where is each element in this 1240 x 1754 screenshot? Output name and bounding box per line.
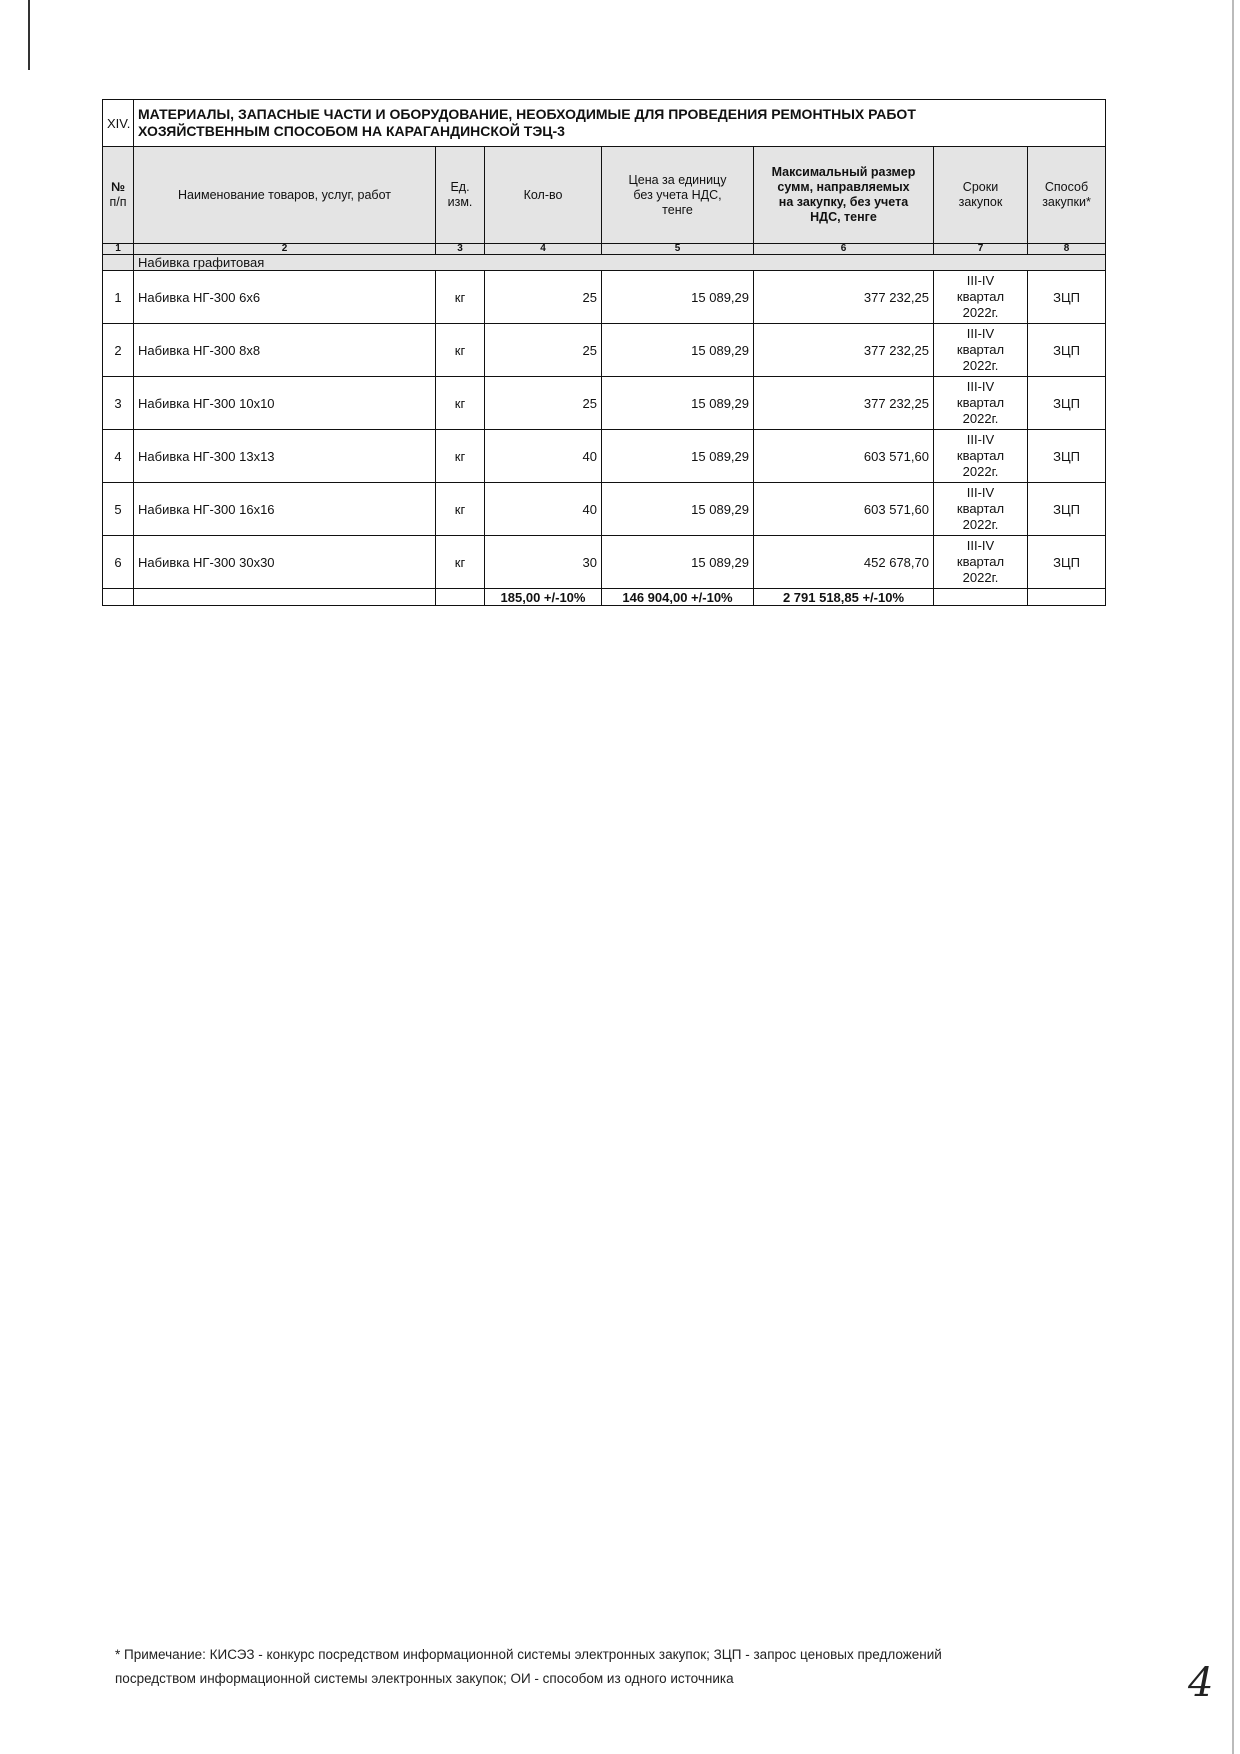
row-name: Набивка НГ-300 13х13: [134, 430, 436, 483]
total-price: 146 904,00 +/-10%: [602, 589, 754, 606]
row-term-line: квартал: [956, 501, 1005, 516]
row-term-line: квартал: [956, 395, 1005, 410]
section-number: XIV.: [103, 100, 134, 147]
row-price: 15 089,29: [602, 377, 754, 430]
row-unit: кг: [436, 324, 485, 377]
header-price-line: тенге: [662, 202, 693, 217]
row-method: ЗЦП: [1028, 483, 1106, 536]
table-row: [103, 271, 1106, 324]
row-term-line: квартал: [956, 289, 1005, 304]
procurement-table: [102, 99, 1106, 606]
row-unit: кг: [436, 271, 485, 324]
column-number: 2: [134, 244, 436, 255]
row-term-line: 2022г.: [962, 517, 999, 532]
row-price: 15 089,29: [602, 483, 754, 536]
row-max-sum: 377 232,25: [754, 271, 934, 324]
row-price: 15 089,29: [602, 430, 754, 483]
row-unit: кг: [436, 483, 485, 536]
row-max-sum: 377 232,25: [754, 324, 934, 377]
row-method: ЗЦП: [1028, 324, 1106, 377]
header-terms-line: Сроки: [962, 180, 999, 194]
row-term-line: III-IV: [966, 538, 995, 553]
row-qty: 30: [485, 536, 602, 589]
handwritten-page-number: 4: [1188, 1660, 1214, 1706]
row-term-line: 2022г.: [962, 570, 999, 585]
header-unit-line: изм.: [447, 195, 473, 209]
column-number: 7: [934, 244, 1028, 255]
row-num: 4: [103, 430, 134, 483]
row-term-line: III-IV: [966, 432, 995, 447]
total-empty-cell: [436, 589, 485, 606]
header-price-line: Цена за единицу: [628, 172, 727, 187]
header-price: [602, 147, 754, 244]
row-method: ЗЦП: [1028, 377, 1106, 430]
row-name: Набивка НГ-300 6х6: [134, 271, 436, 324]
row-method: ЗЦП: [1028, 430, 1106, 483]
row-max-sum: 603 571,60: [754, 483, 934, 536]
row-name: Набивка НГ-300 30х30: [134, 536, 436, 589]
total-max-sum: 2 791 518,85 +/-10%: [754, 589, 934, 606]
section-title-line: МАТЕРИАЛЫ, ЗАПАСНЫЕ ЧАСТИ И ОБОРУДОВАНИЕ, НЕОБХОДИМЫЕ ДЛЯ ПРОВЕДЕНИЯ РЕМОНТНЫХ РАБОТ: [138, 106, 916, 122]
row-num: 6: [103, 536, 134, 589]
row-name: Набивка НГ-300 16х16: [134, 483, 436, 536]
column-number: 6: [754, 244, 934, 255]
total-qty: 185,00 +/-10%: [485, 589, 602, 606]
row-qty: 25: [485, 324, 602, 377]
header-max-line: Максимальный размер: [771, 165, 916, 179]
scan-edge-mark: [28, 0, 30, 70]
row-term: [934, 271, 1028, 324]
table-row: [103, 324, 1106, 377]
header-max-line: на закупку, без учета: [778, 195, 909, 209]
section-title-row: [103, 100, 1106, 147]
row-unit: кг: [436, 430, 485, 483]
header-price-line: без учета НДС,: [633, 187, 722, 202]
header-method: [1028, 147, 1106, 244]
row-qty: 25: [485, 271, 602, 324]
row-term: [934, 536, 1028, 589]
row-term-line: 2022г.: [962, 305, 999, 320]
table-header-row: [103, 147, 1106, 244]
header-method-line: закупки*: [1042, 195, 1091, 209]
row-num: 1: [103, 271, 134, 324]
row-term-line: III-IV: [966, 379, 995, 394]
row-max-sum: 452 678,70: [754, 536, 934, 589]
group-num-cell: [103, 255, 134, 271]
row-qty: 25: [485, 377, 602, 430]
header-terms-line: закупок: [958, 195, 1003, 209]
header-method-line: Способ: [1044, 180, 1089, 194]
column-number: 1: [103, 244, 134, 255]
row-term: [934, 324, 1028, 377]
row-unit: кг: [436, 536, 485, 589]
column-numbers-row: [103, 244, 1106, 255]
header-max-line: НДС, тенге: [810, 210, 877, 224]
row-name: Набивка НГ-300 10х10: [134, 377, 436, 430]
column-number: 3: [436, 244, 485, 255]
column-number: 5: [602, 244, 754, 255]
row-term: [934, 430, 1028, 483]
group-row: [103, 255, 1106, 271]
table-row: [103, 483, 1106, 536]
table-row: [103, 430, 1106, 483]
row-term-line: III-IV: [966, 326, 995, 341]
row-unit: кг: [436, 377, 485, 430]
row-method: ЗЦП: [1028, 271, 1106, 324]
row-term: [934, 377, 1028, 430]
row-term-line: III-IV: [966, 273, 995, 288]
row-term-line: квартал: [956, 342, 1005, 357]
row-qty: 40: [485, 483, 602, 536]
header-name: Наименование товаров, услуг, работ: [134, 147, 436, 244]
column-number: 8: [1028, 244, 1106, 255]
row-qty: 40: [485, 430, 602, 483]
total-empty-cell: [134, 589, 436, 606]
total-empty-cell: [1028, 589, 1106, 606]
row-term-line: III-IV: [966, 485, 995, 500]
column-number: 4: [485, 244, 602, 255]
header-max-line: сумм, направляемых: [777, 180, 910, 194]
header-qty: Кол-во: [485, 147, 602, 244]
row-term: [934, 483, 1028, 536]
table-row: [103, 536, 1106, 589]
row-term-line: 2022г.: [962, 358, 999, 373]
footnote-line: посредством информационной системы электронных закупок; ОИ - способом из одного источника: [115, 1671, 734, 1686]
table-row: [103, 377, 1106, 430]
section-title: [134, 100, 1106, 147]
header-unit: [436, 147, 485, 244]
header-num-line: №: [111, 180, 125, 194]
row-num: 5: [103, 483, 134, 536]
row-price: 15 089,29: [602, 324, 754, 377]
header-terms: [934, 147, 1028, 244]
row-max-sum: 603 571,60: [754, 430, 934, 483]
group-label: Набивка графитовая: [134, 255, 1106, 271]
header-num: [103, 147, 134, 244]
total-empty-cell: [934, 589, 1028, 606]
header-num-line: п/п: [109, 195, 127, 209]
header-max-sum: [754, 147, 934, 244]
section-title-line: ХОЗЯЙСТВЕННЫМ СПОСОБОМ НА КАРАГАНДИНСКОЙ ТЭЦ-3: [138, 123, 565, 139]
footnote: [115, 1643, 1075, 1691]
row-term-line: квартал: [956, 448, 1005, 463]
row-method: ЗЦП: [1028, 536, 1106, 589]
totals-row: [103, 589, 1106, 606]
scan-edge-mark: [1232, 0, 1234, 1754]
total-empty-cell: [103, 589, 134, 606]
row-max-sum: 377 232,25: [754, 377, 934, 430]
footnote-line: * Примечание: КИСЭЗ - конкурс посредством информационной системы электронных закупок; ЗЦП - запрос ценовых предложений: [115, 1647, 942, 1662]
row-term-line: 2022г.: [962, 411, 999, 426]
row-price: 15 089,29: [602, 536, 754, 589]
header-unit-line: Ед.: [450, 180, 470, 194]
row-term-line: квартал: [956, 554, 1005, 569]
row-price: 15 089,29: [602, 271, 754, 324]
row-num: 2: [103, 324, 134, 377]
row-name: Набивка НГ-300 8х8: [134, 324, 436, 377]
row-term-line: 2022г.: [962, 464, 999, 479]
row-num: 3: [103, 377, 134, 430]
